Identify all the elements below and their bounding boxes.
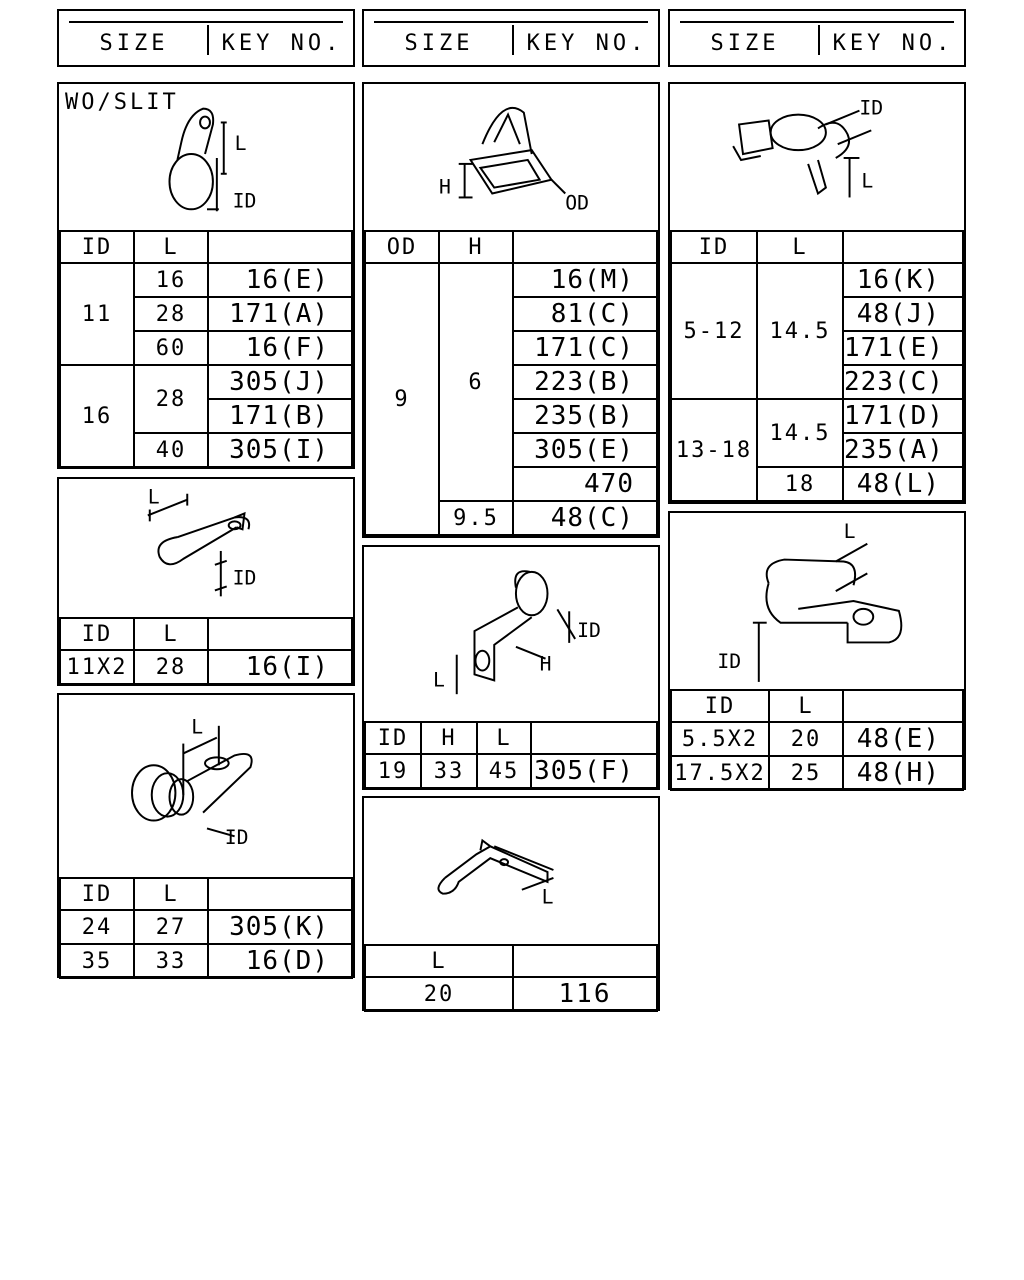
cell-key: 48(J) bbox=[843, 297, 963, 331]
dim-l-label: L bbox=[843, 519, 856, 543]
dim-l-label: L bbox=[191, 715, 204, 739]
col-l: L bbox=[134, 618, 208, 650]
dim-l-label: L bbox=[234, 132, 247, 156]
panel-tab-clip bbox=[362, 796, 660, 1011]
cell-od: 9 bbox=[365, 263, 439, 535]
cell-id: 5.5X2 bbox=[671, 722, 769, 756]
col-key bbox=[843, 690, 963, 722]
panel-loop-clamp bbox=[668, 511, 966, 790]
push-clip-illustration bbox=[364, 84, 658, 230]
cell-l: 14.5 bbox=[757, 399, 843, 467]
cell-key: 235(B) bbox=[513, 399, 657, 433]
loop-clamp-illustration bbox=[670, 513, 964, 689]
cell-id: 17.5X2 bbox=[671, 756, 769, 790]
panel-grommet-clamp bbox=[57, 693, 355, 978]
clamp-illustration bbox=[59, 84, 353, 230]
dim-id-label: ID bbox=[577, 618, 601, 642]
push-clip-drawing bbox=[364, 84, 658, 230]
cell-key: 16(F) bbox=[208, 331, 352, 365]
size-key-header-2 bbox=[362, 9, 660, 67]
clamp-size-table bbox=[59, 230, 353, 468]
cell-h: 9.5 bbox=[439, 501, 513, 535]
cell-key: 223(C) bbox=[843, 365, 963, 399]
tab-clip-illustration bbox=[364, 798, 658, 944]
col-id: ID bbox=[671, 690, 769, 722]
hose-clip-illustration bbox=[670, 84, 964, 230]
col-key bbox=[513, 231, 657, 263]
cell-id: 11 bbox=[60, 263, 134, 365]
col-h: H bbox=[421, 722, 477, 754]
dim-h-label: H bbox=[438, 175, 451, 199]
dim-l-label: L bbox=[147, 485, 160, 509]
wo-slit-label: WO/SLIT bbox=[65, 90, 179, 115]
cell-id: 24 bbox=[60, 910, 134, 944]
cell-l: 16 bbox=[134, 263, 208, 297]
cell-key: 48(E) bbox=[843, 722, 963, 756]
key-no-header-label: KEY NO. bbox=[832, 30, 954, 56]
cell-l: 45 bbox=[477, 754, 531, 788]
key-no-header-label: KEY NO. bbox=[221, 30, 343, 56]
cell-key: 16(E) bbox=[208, 263, 352, 297]
hose-clip-size-table bbox=[670, 230, 964, 502]
double-clamp-illustration bbox=[59, 479, 353, 617]
cell-key: 223(B) bbox=[513, 365, 657, 399]
col-h: H bbox=[439, 231, 513, 263]
push-clip-size-table bbox=[364, 230, 658, 536]
loop-clamp-drawing bbox=[670, 513, 964, 689]
dim-id-label: ID bbox=[232, 566, 257, 590]
bracket-clamp-drawing bbox=[364, 547, 658, 721]
cell-key: 171(B) bbox=[208, 399, 352, 433]
col-key bbox=[208, 618, 352, 650]
col-id: ID bbox=[60, 231, 134, 263]
cell-id: 16 bbox=[60, 365, 134, 467]
col-id: ID bbox=[365, 722, 421, 754]
cell-key: 235(A) bbox=[843, 433, 963, 467]
cell-key: 16(D) bbox=[208, 944, 352, 978]
cell-l: 27 bbox=[134, 910, 208, 944]
cell-l: 20 bbox=[769, 722, 843, 756]
cell-h: 33 bbox=[421, 754, 477, 788]
cell-l: 33 bbox=[134, 944, 208, 978]
dim-l-label: L bbox=[861, 169, 874, 193]
tab-clip-size-table bbox=[364, 944, 658, 1012]
dim-id-label: ID bbox=[224, 826, 249, 850]
cell-key: 48(L) bbox=[843, 467, 963, 501]
double-clamp-size-table bbox=[59, 617, 353, 685]
cell-key: 171(D) bbox=[843, 399, 963, 433]
col-l: L bbox=[134, 231, 208, 263]
col-l: L bbox=[769, 690, 843, 722]
bracket-clamp-illustration bbox=[364, 547, 658, 721]
panel-push-clip bbox=[362, 82, 660, 538]
col-key bbox=[208, 878, 352, 910]
size-header-label: SIZE bbox=[710, 30, 780, 56]
cell-key: 16(K) bbox=[843, 263, 963, 297]
cell-id: 13-18 bbox=[671, 399, 757, 501]
col-id: ID bbox=[60, 878, 134, 910]
panel-hose-clip bbox=[668, 82, 966, 504]
cell-key: 81(C) bbox=[513, 297, 657, 331]
cell-l: 25 bbox=[769, 756, 843, 790]
cell-key: 305(F) bbox=[531, 754, 657, 788]
grommet-clamp-drawing bbox=[59, 695, 353, 877]
col-id: ID bbox=[671, 231, 757, 263]
cell-key: 305(K) bbox=[208, 910, 352, 944]
dim-l-label: L bbox=[541, 885, 554, 909]
dim-od-label: OD bbox=[565, 191, 590, 215]
panel-clamp-wo-slit bbox=[57, 82, 355, 469]
cell-key: 171(E) bbox=[843, 331, 963, 365]
cell-l: 28 bbox=[134, 365, 208, 433]
col-key bbox=[513, 945, 657, 977]
grommet-clamp-size-table bbox=[59, 877, 353, 979]
key-no-header-label: KEY NO. bbox=[526, 30, 648, 56]
cell-l: 14.5 bbox=[757, 263, 843, 399]
cell-l: 40 bbox=[134, 433, 208, 467]
cell-key: 305(J) bbox=[208, 365, 352, 399]
col-key bbox=[208, 231, 352, 263]
cell-key: 16(M) bbox=[513, 263, 657, 297]
bracket-clamp-size-table bbox=[364, 721, 658, 789]
col-l: L bbox=[365, 945, 513, 977]
col-id: ID bbox=[60, 618, 134, 650]
grommet-clamp-illustration bbox=[59, 695, 353, 877]
cell-id: 11X2 bbox=[60, 650, 134, 684]
cell-h: 6 bbox=[439, 263, 513, 501]
cell-l: 60 bbox=[134, 331, 208, 365]
cell-l: 20 bbox=[365, 977, 513, 1011]
size-key-header-1 bbox=[57, 9, 355, 67]
cell-l: 28 bbox=[134, 297, 208, 331]
dim-id-label: ID bbox=[717, 650, 742, 674]
loop-clamp-size-table bbox=[670, 689, 964, 791]
cell-l: 28 bbox=[134, 650, 208, 684]
cell-id: 5-12 bbox=[671, 263, 757, 399]
dim-h-label: H bbox=[539, 652, 552, 676]
size-key-header-3 bbox=[668, 9, 966, 67]
cell-key: 116 bbox=[513, 977, 657, 1011]
col-key bbox=[531, 722, 657, 754]
col-l: L bbox=[134, 878, 208, 910]
dim-l-label: L bbox=[433, 668, 445, 692]
cell-key: 305(I) bbox=[208, 433, 352, 467]
cell-key: 305(E) bbox=[513, 433, 657, 467]
tab-clip-drawing bbox=[364, 798, 658, 944]
col-od: OD bbox=[365, 231, 439, 263]
dim-id-label: ID bbox=[859, 96, 884, 120]
col-l: L bbox=[757, 231, 843, 263]
cell-id: 35 bbox=[60, 944, 134, 978]
panel-double-clamp bbox=[57, 477, 355, 686]
col-key bbox=[843, 231, 963, 263]
dim-id-label: ID bbox=[232, 189, 257, 213]
cell-key: 171(A) bbox=[208, 297, 352, 331]
size-header-label: SIZE bbox=[404, 30, 474, 56]
cell-l: 18 bbox=[757, 467, 843, 501]
size-header-label: SIZE bbox=[99, 30, 169, 56]
cell-key: 48(C) bbox=[513, 501, 657, 535]
cell-key: 171(C) bbox=[513, 331, 657, 365]
hose-clip-drawing bbox=[670, 84, 964, 230]
cell-key: 16(I) bbox=[208, 650, 352, 684]
panel-bracket-clamp bbox=[362, 545, 660, 790]
col-l: L bbox=[477, 722, 531, 754]
cell-key: 48(H) bbox=[843, 756, 963, 790]
double-clamp-drawing bbox=[59, 479, 353, 617]
cell-id: 19 bbox=[365, 754, 421, 788]
cell-key: 470 bbox=[513, 467, 657, 501]
